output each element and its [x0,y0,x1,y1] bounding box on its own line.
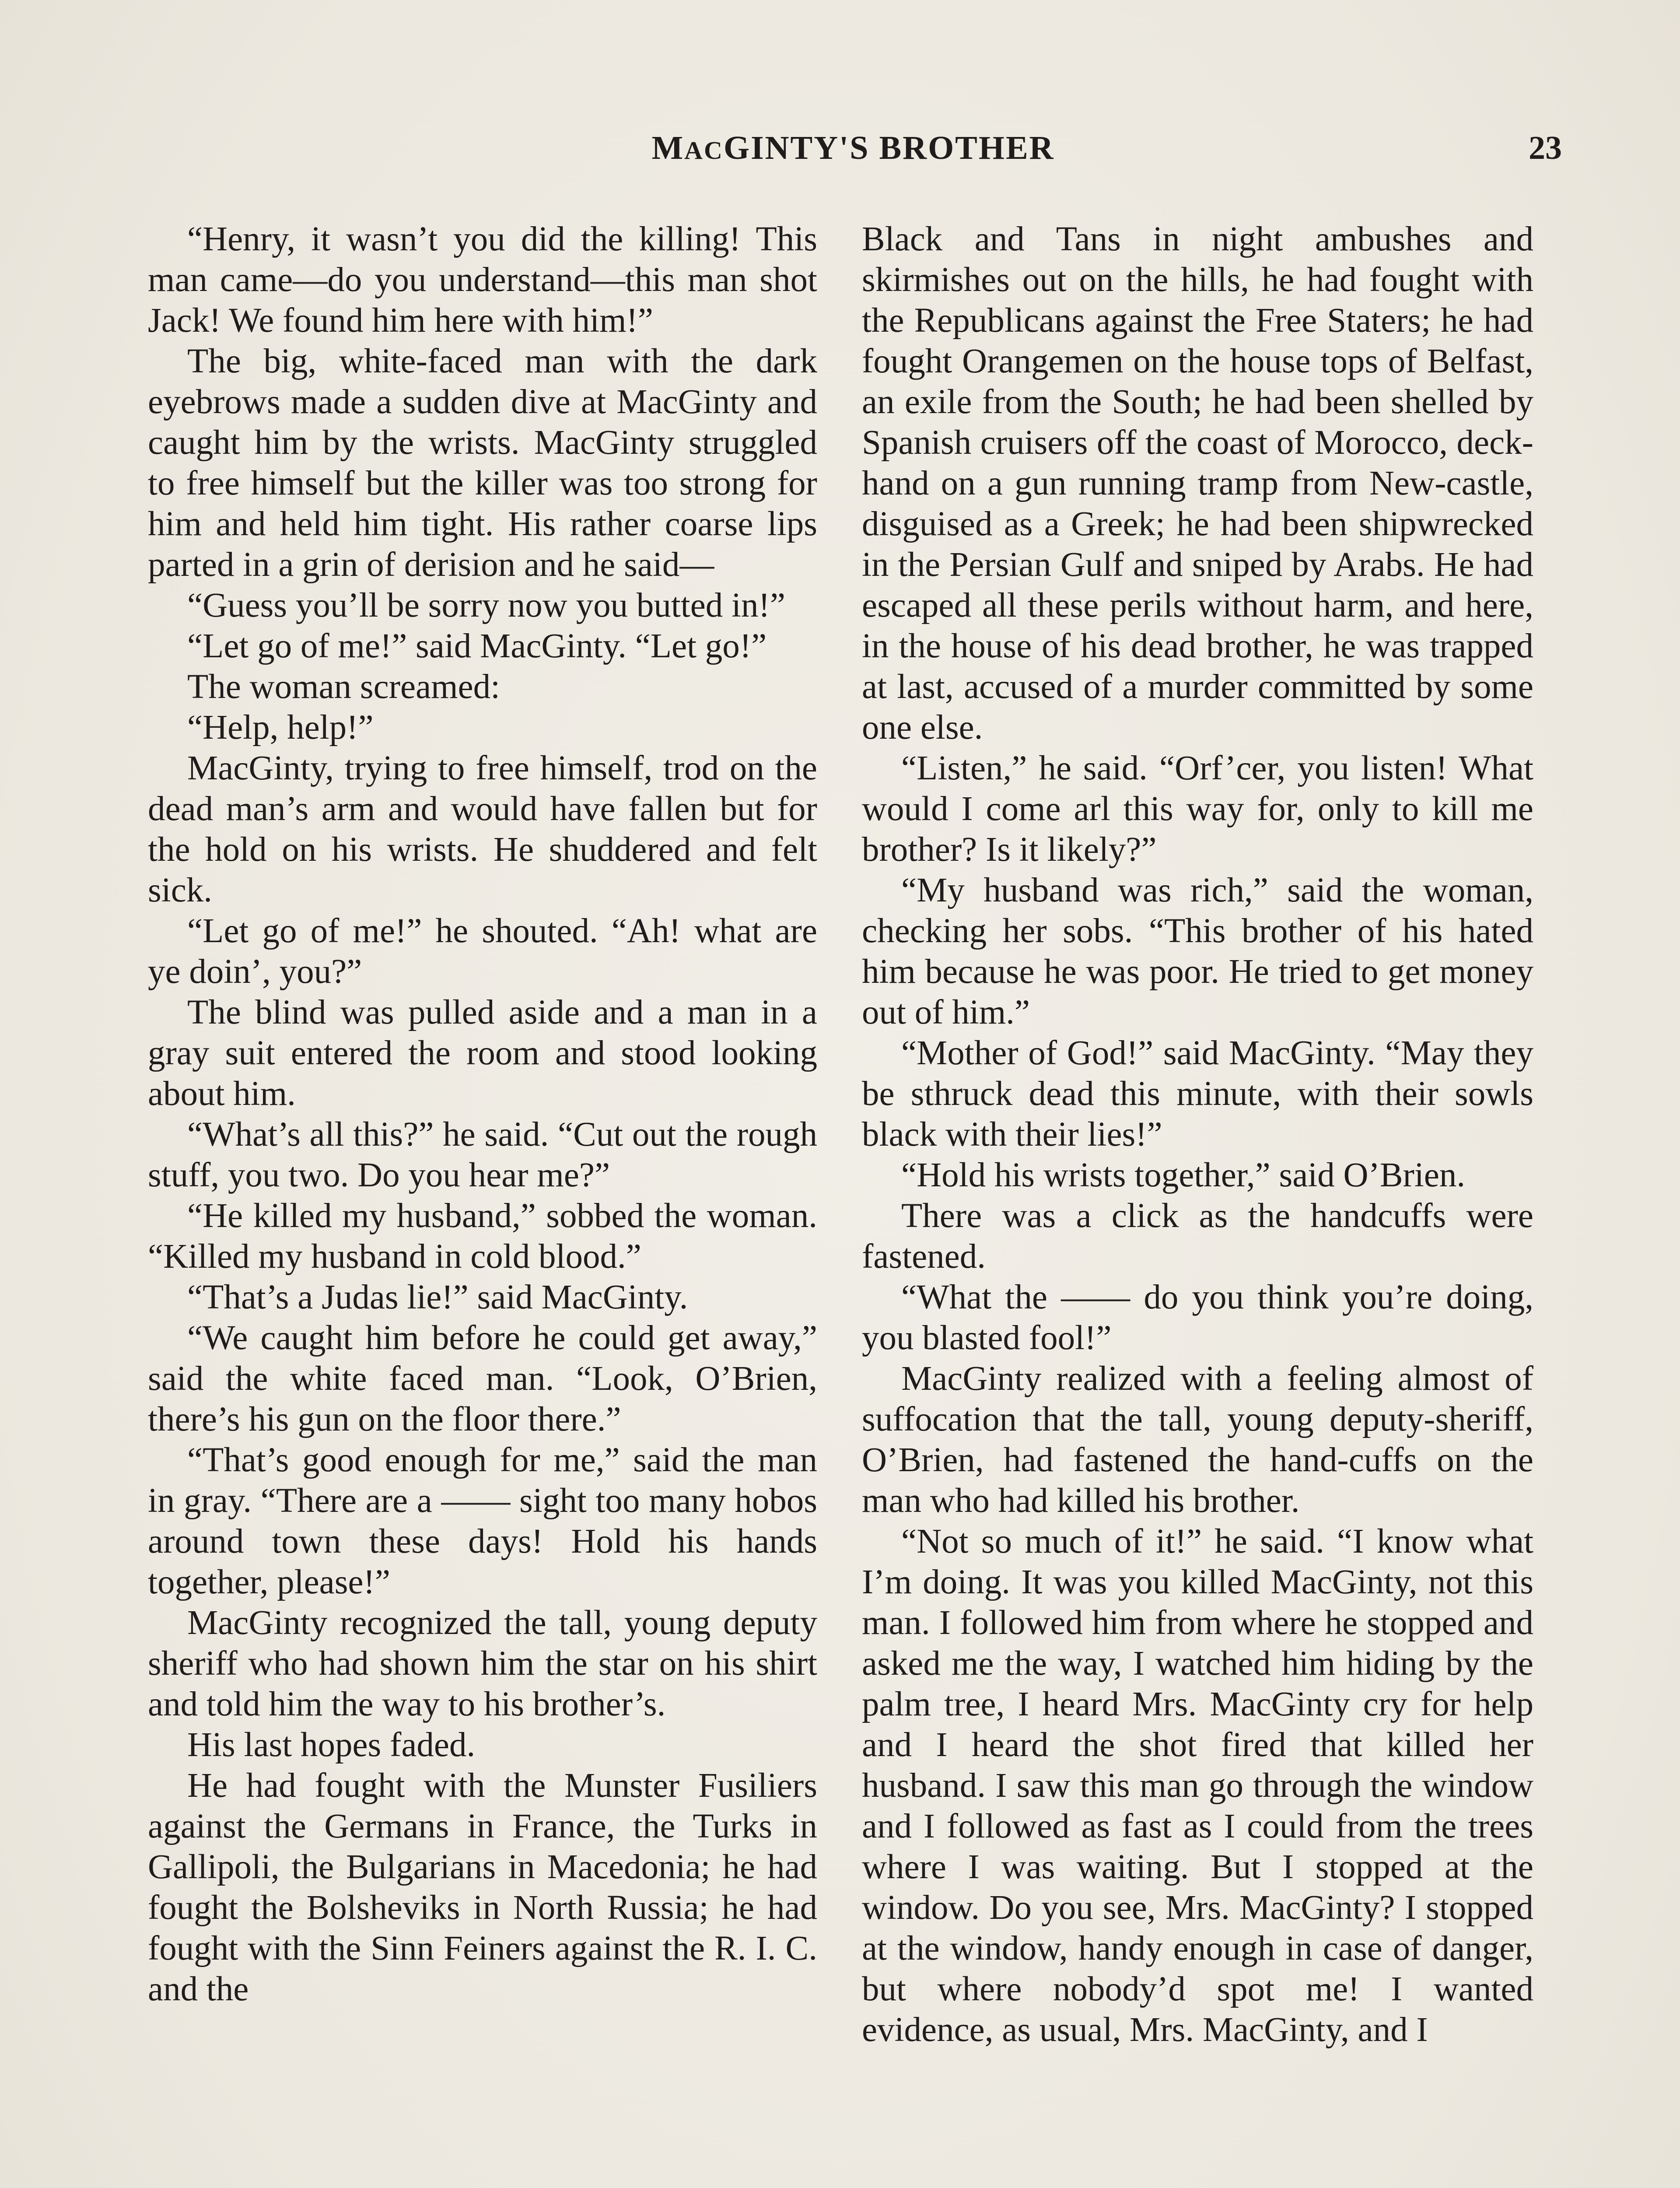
paragraph: MacGinty recognized the tall, young deputy sheriff who had shown him the star on his shirt and told him the way to his brother’s. [148,1604,817,1723]
paragraph: MacGinty, trying to free himself, trod on the dead man’s arm and would have fallen but for the hold on his wrists. He shuddered and felt sick. [148,749,817,909]
left-column [148,219,817,2009]
paragraph: “Let go of me!” he shouted. “Ah! what are ye doin’, you?” [148,912,817,991]
title-rest: GINTY'S BROTHER [723,130,1055,166]
paragraph: “That’s good enough for me,” said the man in gray. “There are a —— sight too many hobos around town these days! Hold his hands together, please!” [148,1441,817,1601]
page-number: 23 [1529,130,1562,166]
paragraph: “My husband was rich,” said the woman, checking her sobs. “This brother of his hated him because he was poor. He tried to get money out of him.” [862,871,1533,1031]
paragraph: “Let go of me!” said MacGinty. “Let go!” [187,627,767,665]
paragraph: “Listen,” he said. “Orf’cer, you listen! What would I come arl this way for, only to kill me brother? Is it likely?” [862,749,1533,869]
paragraph: He had fought with the Munster Fusiliers against the Germans in France, the Turks in Gallipoli, the Bulgarians in Macedonia; he had fought the Bolsheviks in North Russia; he had fought with the Sinn Feiners against the R. I. C. and the [148,1767,817,2008]
paragraph: “Hold his wrists together,” said O’Brien. [901,1156,1466,1194]
right-column [862,219,1533,2050]
paragraph: The big, white-faced man with the dark eyebrows made a sudden dive at MacGinty and caught him by the wrists. MacGinty struggled to free himself but the killer was too strong for him and held him tight. His rather coarse lips parted in a grin of derision and he said— [148,342,817,584]
paragraph: “That’s a Judas lie!” said MacGinty. [187,1278,688,1316]
title-smallcaps: AC [684,136,724,165]
paragraph: “What the —— do you think you’re doing, you blasted fool!” [862,1278,1533,1357]
paragraph: His last hopes faded. [187,1726,476,1764]
paragraph: “Help, help!” [187,708,374,747]
paragraph: “Mother of God!” said MacGinty. “May they be sthruck dead this minute, with their sowls black with their lies!” [862,1034,1533,1154]
paragraph: There was a click as the handcuffs were fastened. [862,1197,1533,1276]
paragraph: “Not so much of it!” he said. “I know what I’m doing. It was you killed MacGinty, not this man. I followed him from where he stopped and asked me the way, I watched him hiding by the palm tree, I heard Mrs. MacGinty cry for help and I heard the shot fired that killed her husband. I saw this man go through the window and I followed as fast as I could from the trees where I was waiting. But I stopped at the window. Do you see, Mrs. MacGinty? I stopped at the window, handy enough in case of danger, but where nobody’d spot me! I wanted evidence, as usual, Mrs. MacGinty, and I [862,1522,1533,2049]
paragraph: “What’s all this?” he said. “Cut out the rough stuff, you two. Do you hear me?” [148,1115,817,1194]
paragraph: MacGinty realized with a feeling almost of suffocation that the tall, young deputy-sheriff, O’Brien, had fastened the hand-cuffs on the man who had killed his brother. [862,1360,1533,1520]
paragraph: Black and Tans in night ambushes and skirmishes out on the hills, he had fought with the Republicans against the Free Staters; he had fought Orangemen on the house tops of Belfast, an exile from the South; he had been shelled by Spanish cruisers off the coast of Morocco, deck-hand on a gun running tramp from New-castle, disguised as a Greek; he had been shipwrecked in the Persian Gulf and sniped by Arabs. He had escaped all these perils without harm, and here, in the house of his dead brother, he was trapped at last, accused of a murder committed by some one else. [862,220,1533,747]
paragraph: “He killed my husband,” sobbed the woman. “Killed my husband in cold blood.” [148,1197,817,1276]
paragraph: “Guess you’ll be sorry now you butted in!” [187,586,785,624]
title-initial: M [651,130,685,166]
paragraph: “Henry, it wasn’t you did the killing! This man came—do you understand—this man shot Jack! We found him here with him!” [148,220,817,340]
paragraph: “We caught him before he could get away,” said the white faced man. “Look, O’Brien, there’s his gun on the floor there.” [148,1319,817,1438]
paragraph: The blind was pulled aside and a man in a gray suit entered the room and stood looking about him. [148,993,817,1113]
paragraph: The woman screamed: [187,668,500,706]
running-head-title [551,131,1155,165]
